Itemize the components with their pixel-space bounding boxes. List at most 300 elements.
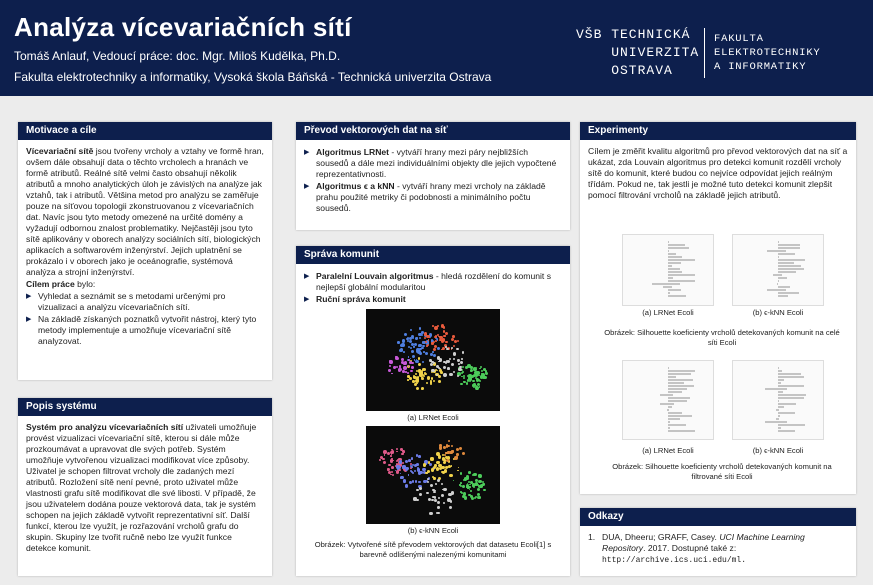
silhouette-plot-knn-filtered bbox=[732, 360, 824, 440]
network-node bbox=[445, 362, 447, 364]
network-node bbox=[445, 466, 448, 469]
reference-number: 1. bbox=[588, 532, 596, 542]
silhouette-bar bbox=[667, 409, 669, 411]
network-node bbox=[467, 364, 471, 368]
silhouette-bar bbox=[668, 244, 685, 246]
network-node bbox=[463, 377, 465, 379]
goal-bullet-2: ▶ Na základě získaných poznatků vytvořit nástroj, který tyto metody implementuje a umožňuje vícevariační sítě analyzovat. bbox=[26, 314, 264, 347]
lrnet-caption: (a) LRNet Ecoli bbox=[407, 413, 459, 422]
silhouette-bar bbox=[668, 388, 687, 390]
network-node bbox=[411, 350, 414, 353]
reference-title: UCI Machine Learning Repository bbox=[602, 532, 805, 553]
motivace-body bbox=[18, 140, 272, 353]
network-node bbox=[475, 386, 479, 390]
network-node bbox=[430, 484, 433, 487]
silhouette-bar bbox=[668, 274, 695, 276]
silhouette-bar bbox=[663, 286, 672, 288]
network-node bbox=[419, 337, 421, 339]
network-node bbox=[439, 446, 442, 449]
network-node bbox=[419, 481, 421, 483]
network-node bbox=[448, 440, 450, 442]
silhouette-bar bbox=[668, 268, 680, 270]
knn-text: - vytváří hrany mezi vrcholy na základě prahu použité metriky či podobnosti a minimálního počtu sousedů. bbox=[316, 181, 546, 213]
silhouette-bar bbox=[778, 397, 804, 399]
network-node bbox=[407, 372, 409, 374]
silhouette-bar bbox=[668, 247, 689, 249]
network-node bbox=[460, 383, 462, 385]
prevod-item-knn bbox=[304, 181, 562, 214]
network-node bbox=[432, 325, 434, 327]
silhouette-bar bbox=[778, 256, 779, 258]
silhouette-bar bbox=[778, 406, 784, 408]
network-node bbox=[427, 481, 429, 483]
network-node bbox=[418, 471, 421, 474]
network-node bbox=[390, 460, 393, 463]
silhouette-bar bbox=[778, 424, 805, 426]
network-node bbox=[425, 472, 428, 475]
odkazy-body bbox=[580, 526, 856, 572]
lrnet-network-image bbox=[366, 309, 500, 411]
experimenty-heading: Experimenty bbox=[580, 122, 856, 140]
network-node bbox=[451, 450, 454, 453]
logo-divider bbox=[704, 28, 705, 78]
network-node bbox=[427, 376, 431, 380]
motivace-term: Vícevariační sítě bbox=[26, 146, 94, 156]
network-node bbox=[473, 486, 475, 488]
network-node bbox=[428, 462, 430, 464]
silhouette-bar bbox=[652, 283, 680, 285]
silhouette-bar bbox=[778, 280, 779, 282]
network-node bbox=[422, 468, 426, 472]
silhouette-bar bbox=[778, 277, 787, 279]
network-node bbox=[402, 453, 404, 455]
silhouette-bar bbox=[778, 412, 795, 414]
network-node bbox=[476, 371, 480, 375]
silhouette-bar bbox=[660, 394, 673, 396]
network-node bbox=[405, 484, 408, 487]
network-node bbox=[457, 470, 459, 472]
popis-heading: Popis systému bbox=[18, 398, 272, 416]
network-node bbox=[414, 470, 416, 472]
network-node bbox=[437, 370, 439, 372]
network-node bbox=[433, 491, 435, 493]
network-node bbox=[462, 452, 465, 455]
network-node bbox=[402, 339, 405, 342]
network-node bbox=[423, 375, 425, 377]
network-node bbox=[462, 351, 464, 353]
network-node bbox=[426, 382, 428, 384]
silhouette-bar bbox=[778, 259, 805, 261]
silhouette-bar bbox=[668, 412, 682, 414]
silhouette-bar bbox=[778, 415, 780, 417]
silhouette-bar bbox=[767, 289, 786, 291]
network-node bbox=[429, 463, 432, 466]
goal-term: Cílem práce bbox=[26, 279, 75, 289]
silhouette-bar bbox=[778, 271, 796, 273]
knn-caption: (b) ϵ-kNN Ecoli bbox=[407, 526, 459, 535]
network-node bbox=[430, 457, 433, 460]
network-node bbox=[393, 366, 396, 369]
network-node bbox=[396, 470, 400, 474]
network-node bbox=[382, 458, 384, 460]
network-node bbox=[400, 473, 402, 475]
network-node bbox=[433, 477, 435, 479]
silhouette-bar bbox=[778, 376, 804, 378]
silhouette-bar bbox=[778, 394, 806, 396]
network-node bbox=[413, 346, 415, 348]
network-node bbox=[396, 448, 398, 450]
network-node bbox=[429, 512, 433, 516]
network-node bbox=[437, 479, 440, 482]
network-node bbox=[418, 455, 421, 458]
network-node bbox=[437, 339, 439, 341]
sprava-figure-caption: Obrázek: Vytvořené sítě převodem vektorových dat datasetu Ecoli[1] s barevně odlišenými nalezenými komunitami bbox=[314, 540, 552, 559]
network-node bbox=[416, 387, 419, 390]
network-node bbox=[432, 489, 435, 492]
silhouette-bar bbox=[668, 370, 695, 372]
prevod-item-lrnet bbox=[304, 147, 562, 180]
network-node bbox=[468, 471, 471, 474]
silhouette-bar bbox=[668, 271, 682, 273]
network-node bbox=[460, 482, 462, 484]
silhouette-bar bbox=[668, 376, 676, 378]
network-node bbox=[443, 366, 446, 369]
popis-section bbox=[18, 398, 272, 576]
network-node bbox=[411, 362, 414, 365]
university-logo bbox=[576, 22, 866, 86]
network-node bbox=[400, 448, 402, 450]
network-node bbox=[410, 347, 412, 349]
network-node bbox=[396, 451, 398, 453]
network-node bbox=[437, 512, 440, 515]
network-node bbox=[478, 496, 481, 499]
silhouette-bar bbox=[668, 400, 687, 402]
network-node bbox=[418, 357, 421, 360]
sprava-item-manual bbox=[304, 294, 562, 305]
network-node bbox=[426, 345, 428, 347]
network-node bbox=[428, 339, 430, 341]
network-node bbox=[419, 348, 421, 350]
silhouette-bar bbox=[668, 424, 686, 426]
silhouette-bar bbox=[778, 265, 801, 267]
reference-authors: DUA, Dheeru; GRAFF, Casey. bbox=[602, 532, 720, 542]
network-node bbox=[445, 341, 447, 343]
network-node bbox=[416, 499, 419, 502]
motivace-section bbox=[18, 122, 272, 380]
network-node bbox=[427, 478, 429, 480]
silhouette-bar bbox=[778, 268, 804, 270]
silhouette-bar bbox=[776, 409, 779, 411]
network-node bbox=[431, 468, 434, 471]
silhouette-bar bbox=[668, 250, 669, 252]
silhouette-bar bbox=[778, 370, 782, 372]
network-node bbox=[460, 361, 463, 364]
silhouette-bar bbox=[668, 253, 676, 255]
network-node bbox=[417, 468, 420, 471]
network-node bbox=[416, 383, 418, 385]
network-node bbox=[461, 358, 463, 360]
silhouette-plot-lrnet-full bbox=[622, 234, 714, 306]
network-node bbox=[384, 454, 386, 456]
network-node bbox=[451, 465, 453, 467]
network-node bbox=[409, 481, 411, 483]
network-node bbox=[452, 335, 455, 338]
network-node bbox=[437, 347, 440, 350]
silhouette-bar bbox=[668, 373, 691, 375]
silhouette-bar bbox=[668, 397, 690, 399]
network-node bbox=[449, 506, 452, 509]
network-node bbox=[427, 335, 430, 338]
network-node bbox=[473, 473, 477, 477]
network-node bbox=[407, 379, 409, 381]
popis-paragraph bbox=[26, 422, 264, 554]
network-node bbox=[438, 375, 441, 378]
silhouette-bar bbox=[668, 418, 680, 420]
popis-text: uživateli umožňuje provést vizualizaci vícevariační sítě, kterou si dále může prozkoumávat a upravovat dle svých potřeb. Systém umožňuje vytvořenou vizualizaci modifikovat více způsoby. Uživatel je schopen filtrovat vrcholy dle zadaných mezí atributů. Rozložení sítě není pevné, proto uživatel může vlastnosti grafu sítě modifikovat dle své libosti. V případě, že jsou uživatelem dodána pouze vektorová data, tak je systém schopen na jejich základě vytvořit reprezentativní síť. Další funkcí, kterou lze využít, je rozřazování vrcholů grafu do skupin. Skupiny lze tvořit ručně nebo lze využít funkce detekce komunit. bbox=[26, 422, 257, 553]
silhouette-bar bbox=[778, 385, 804, 387]
motivace-text: jsou tvořeny vrcholy a vztahy ve formě hran, ovšem dále obsahují data o těchto vrcholech a hranách ve formě atributů. Reálné sítě velmi často obsahují několik atributů a mnoho analytických úloh je závislých na analýze jak vztahů, tak i atributů. Většina metod pro analýzu se zaměřuje pouze na síťovou topologii zkonstruovanou z vícevariačních dat. Navíc jsou tyto metody omezené na určité domény a vyžadují odbornou znalost problematiky. Nejčastěji jsou tyto sítě aplikovány v oborech analýzy sociálních sítí, biologických aplikacích a softwarovém inženýrství. Jejich uplatnění se prokázalo i v oborech jako je oceánografie, systémová analýza a strojní inženýrství. bbox=[26, 146, 264, 277]
network-node bbox=[456, 348, 459, 351]
silhouette-bar bbox=[668, 262, 681, 264]
motivace-paragraph bbox=[26, 146, 264, 278]
network-node bbox=[412, 355, 415, 358]
network-node bbox=[420, 373, 422, 375]
silhouette-bar bbox=[668, 379, 693, 381]
fig2-caption: Obrázek: Silhouette koeficienty vrcholů detekovaných komunit na filtrované síti Ecoli bbox=[612, 462, 832, 481]
network-node bbox=[432, 351, 434, 353]
prevod-body bbox=[296, 140, 570, 220]
silhouette-bar bbox=[668, 382, 684, 384]
network-node bbox=[411, 335, 414, 338]
network-node bbox=[397, 341, 400, 344]
experimenty-section bbox=[580, 122, 856, 494]
silhouette-bar bbox=[778, 382, 781, 384]
silhouette-bar bbox=[668, 406, 672, 408]
network-node bbox=[383, 450, 387, 454]
silhouette-bar bbox=[668, 280, 695, 282]
network-node bbox=[464, 496, 467, 499]
network-node bbox=[437, 506, 440, 509]
network-node bbox=[443, 335, 446, 338]
network-node bbox=[418, 379, 420, 381]
network-node bbox=[411, 366, 414, 369]
silhouette-bar bbox=[668, 289, 681, 291]
network-node bbox=[443, 373, 447, 377]
network-node bbox=[443, 502, 446, 505]
network-node bbox=[390, 455, 392, 457]
network-node bbox=[437, 501, 440, 504]
network-node bbox=[438, 361, 440, 363]
sprava-section bbox=[296, 246, 570, 576]
network-node bbox=[441, 494, 444, 497]
network-node bbox=[458, 467, 460, 469]
silhouette-bar bbox=[776, 418, 779, 420]
louvain-text: - hledá rozdělení do komunit s nejlepší globální modularitou bbox=[316, 271, 551, 292]
silhouette-bar bbox=[765, 421, 787, 423]
network-node bbox=[450, 500, 453, 503]
network-node bbox=[462, 485, 465, 488]
network-node bbox=[459, 484, 461, 486]
network-node bbox=[453, 371, 455, 373]
silhouette-bar bbox=[778, 247, 800, 249]
network-node bbox=[419, 493, 422, 496]
faculty-logo-text: FAKULTA ELEKTROTECHNIKY A INFORMATIKY bbox=[714, 33, 821, 73]
lrnet-text: - vytváří hrany mezi páry nejbližších sousedů a dále mezi individuálními objekty dle jejich vypočtené reprezentativnosti. bbox=[316, 147, 557, 179]
network-node bbox=[400, 477, 402, 479]
sprava-item-louvain bbox=[304, 271, 562, 293]
network-node bbox=[447, 367, 449, 369]
network-node bbox=[441, 324, 445, 328]
network-node bbox=[402, 370, 405, 373]
poster-faculty: Fakulta elektrotechniky a informatiky, Vysoká škola Báňská - Technická univerzita Ostrava bbox=[14, 70, 492, 84]
network-node bbox=[441, 471, 444, 474]
university-logo-text: VŠB TECHNICKÁ UNIVERZITA OSTRAVA bbox=[576, 27, 700, 78]
network-node bbox=[419, 487, 422, 490]
network-node bbox=[435, 340, 437, 342]
poster-header bbox=[0, 0, 873, 96]
network-node bbox=[444, 454, 446, 456]
silhouette-bar bbox=[778, 430, 795, 432]
network-node bbox=[425, 352, 428, 355]
fig1-caption: Obrázek: Silhouette koeficienty vrcholů detekovaných komunit na celé síti Ecoli bbox=[604, 328, 840, 347]
network-node bbox=[451, 363, 454, 366]
network-node bbox=[453, 358, 455, 360]
silhouette-bar bbox=[778, 373, 801, 375]
silhouette-bar bbox=[765, 388, 788, 390]
network-node bbox=[433, 380, 435, 382]
network-node bbox=[391, 471, 393, 473]
network-node bbox=[438, 497, 440, 499]
fig1-cap-b: (b) ϵ-kNN Ecoli bbox=[752, 308, 804, 317]
network-node bbox=[460, 472, 463, 475]
silhouette-bar bbox=[668, 292, 670, 294]
network-node bbox=[421, 347, 423, 349]
network-node bbox=[430, 383, 432, 385]
poster-authors: Tomáš Anlauf, Vedoucí práce: doc. Mgr. Miloš Kudělka, Ph.D. bbox=[14, 49, 341, 63]
network-node bbox=[383, 461, 386, 464]
silhouette-plot-lrnet-filtered bbox=[622, 360, 714, 440]
fig2-cap-a: (a) LRNet Ecoli bbox=[642, 446, 694, 455]
silhouette-bar bbox=[778, 244, 800, 246]
network-node bbox=[433, 354, 437, 358]
network-node bbox=[419, 352, 421, 354]
network-node bbox=[457, 359, 459, 361]
network-node bbox=[473, 386, 475, 388]
poster-title: Analýza vícevariačních sítí bbox=[14, 12, 352, 42]
prevod-section bbox=[296, 122, 570, 230]
network-node bbox=[416, 489, 419, 492]
network-node bbox=[453, 345, 455, 347]
motivace-heading: Motivace a cíle bbox=[18, 122, 272, 140]
network-node bbox=[399, 460, 402, 463]
network-node bbox=[411, 457, 414, 460]
silhouette-bar bbox=[778, 403, 796, 405]
goal-text: bylo: bbox=[74, 279, 96, 289]
network-node bbox=[434, 326, 438, 330]
network-node bbox=[388, 471, 391, 474]
network-node bbox=[430, 363, 433, 366]
silhouette-bar bbox=[778, 400, 779, 402]
network-node bbox=[479, 380, 481, 382]
reference-link[interactable]: http://archive.ics.uci.edu/ml. bbox=[602, 556, 747, 565]
network-node bbox=[402, 462, 404, 464]
popis-term: Systém pro analýzu vícevariačních sítí bbox=[26, 422, 184, 432]
network-node bbox=[402, 465, 405, 468]
silhouette-bar bbox=[668, 256, 682, 258]
silhouette-bar bbox=[660, 403, 673, 405]
network-node bbox=[407, 375, 409, 377]
network-node bbox=[438, 380, 441, 383]
silhouette-bar bbox=[778, 292, 799, 294]
network-node bbox=[419, 327, 421, 329]
network-node bbox=[470, 490, 472, 492]
network-node bbox=[404, 333, 408, 337]
network-node bbox=[457, 340, 459, 342]
network-node bbox=[454, 456, 458, 460]
network-node bbox=[458, 363, 460, 365]
network-node bbox=[430, 380, 432, 382]
network-node bbox=[430, 353, 433, 356]
reference-rest: . 2017. Dostupné také z: bbox=[643, 543, 737, 553]
network-node bbox=[418, 344, 421, 347]
network-node bbox=[389, 365, 391, 367]
silhouette-bar bbox=[668, 430, 695, 432]
silhouette-bar bbox=[668, 415, 692, 417]
network-node bbox=[435, 483, 437, 485]
louvain-term: Paralelní Louvain algoritmus bbox=[316, 271, 434, 281]
network-node bbox=[454, 340, 457, 343]
network-node bbox=[447, 360, 450, 363]
network-node bbox=[482, 483, 485, 486]
knn-network-image bbox=[366, 426, 500, 524]
silhouette-bar bbox=[668, 259, 695, 261]
network-node bbox=[423, 463, 427, 467]
odkazy-heading: Odkazy bbox=[580, 508, 856, 526]
network-node bbox=[458, 368, 461, 371]
network-node bbox=[411, 466, 413, 468]
network-node bbox=[437, 334, 439, 336]
knn-term: Algoritmus ϵ a kNN bbox=[316, 181, 395, 191]
network-node bbox=[419, 369, 421, 371]
network-node bbox=[448, 493, 451, 496]
network-node bbox=[441, 483, 443, 485]
network-node bbox=[410, 329, 412, 331]
network-node bbox=[416, 348, 420, 352]
network-node bbox=[453, 480, 455, 482]
network-node bbox=[466, 382, 468, 384]
silhouette-bar bbox=[668, 427, 670, 429]
network-node bbox=[403, 363, 406, 366]
network-node bbox=[478, 480, 482, 484]
silhouette-bar bbox=[773, 274, 782, 276]
network-node bbox=[389, 360, 393, 364]
silhouette-bar bbox=[668, 385, 694, 387]
silhouette-bar bbox=[778, 391, 783, 393]
network-node bbox=[391, 458, 393, 460]
network-node bbox=[439, 369, 442, 372]
network-node bbox=[388, 369, 390, 371]
network-node bbox=[422, 368, 426, 372]
network-node bbox=[472, 380, 474, 382]
network-node bbox=[431, 369, 434, 372]
network-node bbox=[415, 373, 417, 375]
manual-term: Ruční správa komunit bbox=[316, 294, 406, 304]
silhouette-bar bbox=[778, 262, 794, 264]
network-node bbox=[422, 361, 424, 363]
experimenty-body bbox=[580, 140, 856, 207]
silhouette-bar bbox=[668, 391, 682, 393]
network-node bbox=[410, 370, 412, 372]
